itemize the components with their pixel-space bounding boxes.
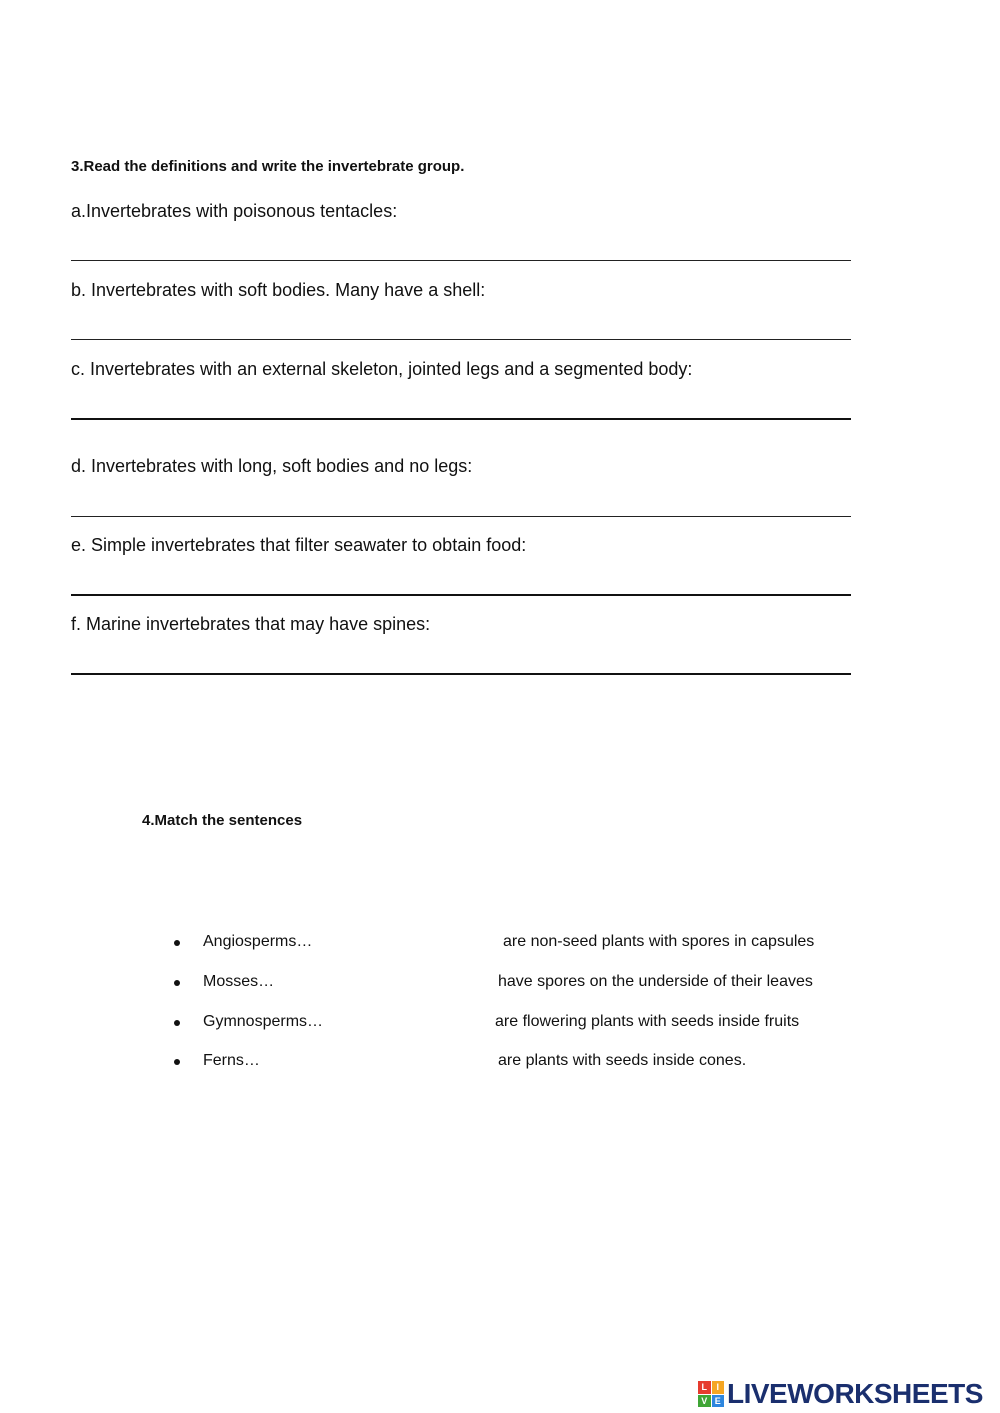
logo-mark-e: E — [712, 1395, 725, 1408]
match-right-4[interactable]: are plants with seeds inside cones. — [498, 1052, 747, 1069]
question-d: d. Invertebrates with long, soft bodies and no legs: — [71, 456, 473, 476]
answer-line-d[interactable] — [71, 516, 851, 517]
logo-mark-i: I — [712, 1381, 725, 1394]
answer-line-e[interactable] — [71, 594, 851, 596]
answer-line-a[interactable] — [71, 260, 851, 261]
match-right-2[interactable]: have spores on the underside of their leaves — [498, 973, 813, 990]
bullet-icon — [174, 1059, 180, 1065]
liveworksheets-logo[interactable] — [698, 1378, 983, 1410]
question-c: c. Invertebrates with an external skeleton, jointed legs and a segmented body: — [71, 359, 693, 379]
logo-mark-v: V — [698, 1395, 711, 1408]
answer-line-f[interactable] — [71, 673, 851, 675]
match-left-mosses[interactable]: Mosses… — [203, 973, 275, 990]
question-e: e. Simple invertebrates that filter seawater to obtain food: — [71, 535, 527, 555]
answer-line-b[interactable] — [71, 339, 851, 340]
question-a: a.Invertebrates with poisonous tentacles: — [71, 201, 398, 221]
bullet-icon — [174, 1020, 180, 1026]
answer-line-c[interactable] — [71, 418, 851, 420]
question-f: f. Marine invertebrates that may have spines: — [71, 614, 431, 634]
liveworksheets-logo-icon — [698, 1381, 724, 1407]
section-3-heading: 3.Read the definitions and write the invertebrate group. — [71, 158, 465, 175]
match-right-3[interactable]: are flowering plants with seeds inside fruits — [495, 1013, 800, 1030]
match-left-angiosperms[interactable]: Angiosperms… — [203, 933, 313, 950]
logo-mark-l: L — [698, 1381, 711, 1394]
bullet-icon — [174, 980, 180, 986]
match-right-1[interactable]: are non-seed plants with spores in capsules — [503, 933, 815, 950]
question-b: b. Invertebrates with soft bodies. Many have a shell: — [71, 280, 486, 300]
match-left-ferns[interactable]: Ferns… — [203, 1052, 260, 1069]
logo-text: LIVEWORKSHEETS — [727, 1378, 983, 1409]
match-left-gymnosperms[interactable]: Gymnosperms… — [203, 1013, 324, 1030]
bullet-icon — [174, 940, 180, 946]
section-4-heading: 4.Match the sentences — [142, 812, 303, 829]
